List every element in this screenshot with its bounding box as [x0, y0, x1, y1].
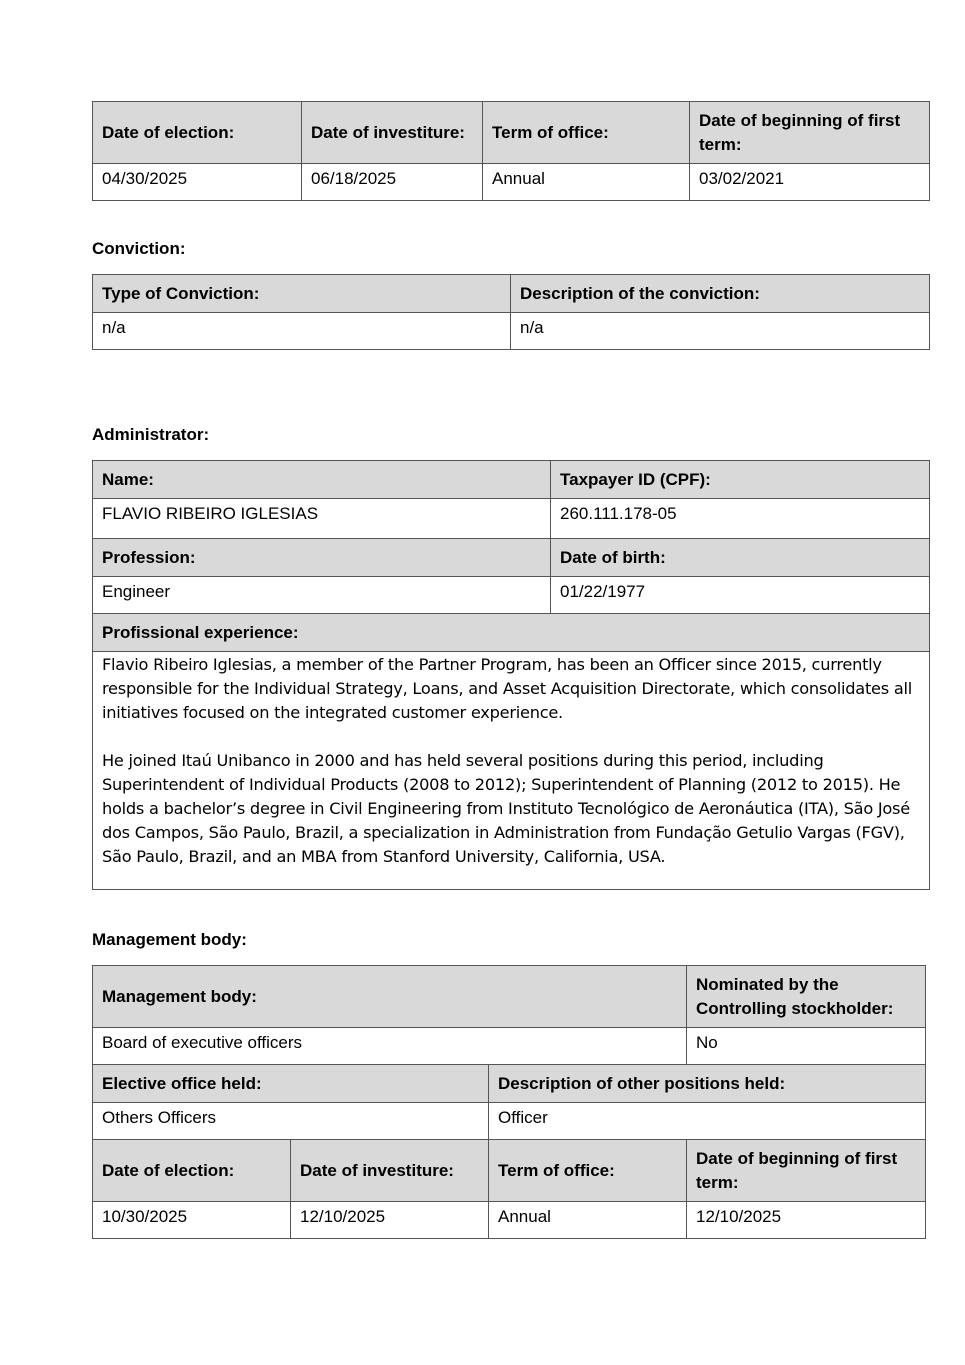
professional-experience-cell	[93, 652, 930, 890]
header-date-of-birth: Date of birth:	[551, 539, 930, 577]
header-type-of-conviction: Type of Conviction:	[93, 275, 511, 313]
header-mgmt-date-beginning-first-term: Date of beginning of first term:	[687, 1140, 926, 1202]
value-name: FLAVIO RIBEIRO IGLESIAS	[93, 499, 551, 539]
header-date-of-investiture: Date of investiture:	[302, 102, 483, 164]
term-table	[92, 101, 930, 201]
value-date-of-birth: 01/22/1977	[551, 577, 930, 614]
conviction-heading: Conviction:	[92, 239, 186, 258]
value-mgmt-term-of-office: Annual	[489, 1202, 687, 1239]
header-elective-office: Elective office held:	[93, 1065, 489, 1103]
value-term-of-office: Annual	[483, 164, 690, 201]
header-description-of-conviction: Description of the conviction:	[511, 275, 930, 313]
management-table	[92, 965, 926, 1239]
header-mgmt-term-of-office: Term of office:	[489, 1140, 687, 1202]
value-other-positions: Officer	[489, 1103, 926, 1140]
header-date-of-election: Date of election:	[93, 102, 302, 164]
administrator-heading: Administrator:	[92, 425, 210, 444]
header-nominated-by-controlling: Nominated by the Controlling stockholder:	[687, 966, 926, 1028]
value-description-of-conviction: n/a	[511, 313, 930, 350]
conviction-table	[92, 274, 930, 350]
value-elective-office: Others Officers	[93, 1103, 489, 1140]
value-date-beginning-first-term: 03/02/2021	[690, 164, 930, 201]
administrator-table	[92, 460, 930, 890]
value-taxpayer-id: 260.111.178-05	[551, 499, 930, 539]
value-profession: Engineer	[93, 577, 551, 614]
experience-paragraph-2: He joined Itaú Unibanco in 2000 and has held several positions during this period, including Superintendent of Individual Products (2008 to 2012); Superintendent of Planning (2012 to 2015). He holds a bachelor’s degree in Civil Engineering from Instituto Tecnológico de Aeronáutica (ITA), São José dos Campos, São Paulo, Brazil, a specialization in Administration from Fundação Getulio Vargas (FGV), São Paulo, Brazil, and an MBA from Stanford University, California, USA.	[102, 751, 910, 866]
header-profession: Profession:	[93, 539, 551, 577]
header-term-of-office: Term of office:	[483, 102, 690, 164]
header-taxpayer-id: Taxpayer ID (CPF):	[551, 461, 930, 499]
header-management-body: Management body:	[93, 966, 687, 1028]
value-mgmt-date-of-investiture: 12/10/2025	[291, 1202, 489, 1239]
value-nominated: No	[687, 1028, 926, 1065]
header-mgmt-date-of-investiture: Date of investiture:	[291, 1140, 489, 1202]
header-other-positions: Description of other positions held:	[489, 1065, 926, 1103]
value-type-of-conviction: n/a	[93, 313, 511, 350]
value-mgmt-date-beginning-first-term: 12/10/2025	[687, 1202, 926, 1239]
value-mgmt-date-of-election: 10/30/2025	[93, 1202, 291, 1239]
header-mgmt-date-of-election: Date of election:	[93, 1140, 291, 1202]
header-professional-experience: Profissional experience:	[93, 614, 930, 652]
header-name: Name:	[93, 461, 551, 499]
header-date-beginning-first-term: Date of beginning of first term:	[690, 102, 930, 164]
value-date-of-investiture: 06/18/2025	[302, 164, 483, 201]
value-date-of-election: 04/30/2025	[93, 164, 302, 201]
experience-paragraph-1: Flavio Ribeiro Iglesias, a member of the Partner Program, has been an Officer since 2015, currently responsible for the Individual Strategy, Loans, and Asset Acquisition Directorate, which consolidates all initiatives focused on the integrated customer experience.	[102, 655, 913, 722]
value-management-body: Board of executive officers	[93, 1028, 687, 1065]
management-body-heading: Management body:	[92, 930, 247, 949]
